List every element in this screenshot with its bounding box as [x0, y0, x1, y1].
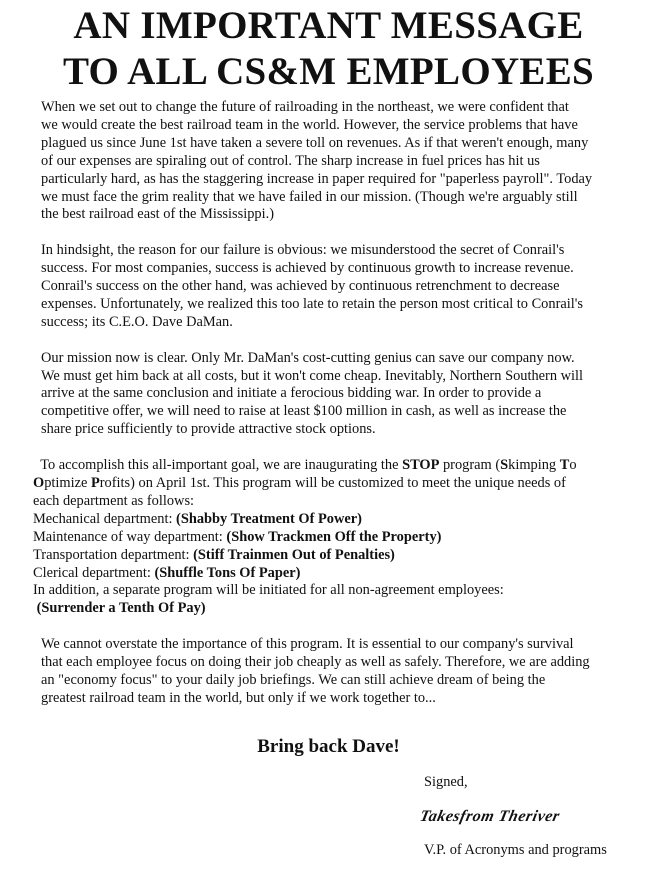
acronym-letter: P	[90, 474, 100, 491]
text-line: In addition, a separate program will be initiated for all non-agreement employees:	[33, 582, 504, 599]
text-line: plagued us since June 1st have taken a severe toll on revenues. As if that weren't enough, many	[41, 134, 589, 151]
department-transportation	[33, 547, 645, 565]
paragraph-2	[33, 242, 645, 332]
text-line: we would create the best railroad team in the world. However, the service problems that have	[41, 116, 578, 133]
headline-line-1: AN IMPORTANT MESSAGE	[73, 4, 584, 47]
text-run: program (	[439, 457, 501, 474]
text-line	[33, 475, 645, 493]
text-run: ptimize	[44, 474, 91, 491]
text-line: success. For most companies, success is achieved by continuous growth to increase revenue.	[41, 260, 574, 277]
memo-body	[33, 99, 645, 726]
text-line: share price sufficiently to provide attractive stock options.	[41, 421, 376, 438]
text-line: that each employee focus on doing their job cheaply as well as safely. Therefore, we are adding	[41, 654, 590, 671]
text-line: particularly hard, as has the staggering increase in paper required for "paperless payroll". Today	[41, 170, 593, 187]
stop-acronym: STOP	[402, 457, 440, 474]
headline-line-2: TO ALL CS&M EMPLOYEES	[62, 50, 595, 93]
department-program: (Stiff Trainmen Out of Penalties)	[193, 546, 395, 563]
department-clerical	[33, 565, 645, 583]
text-line: expenses. Unfortunately, we realized this too late to retain the person most critical to Conrail's	[41, 295, 583, 312]
paragraph-3	[33, 350, 645, 440]
paragraph-1	[33, 99, 645, 224]
text-line: Our mission now is clear. Only Mr. DaMan's cost-cutting genius can save our company now.	[41, 349, 575, 366]
non-agreement-program	[33, 600, 645, 618]
acronym-letter: O	[33, 474, 45, 491]
text-run: o	[569, 457, 577, 474]
text-line: competitive offer, we will need to raise at least $100 million in cash, as well as increase the	[41, 403, 567, 420]
acronym-letter: S	[500, 457, 509, 474]
text-line: of our expenses are spiraling out of control. The sharp increase in fuel prices has hit us	[41, 152, 540, 169]
closing-slogan: Bring back Dave!	[257, 736, 400, 757]
text-line: We must get him back at all costs, but it won't come cheap. Inevitably, Northern Southern will	[41, 367, 584, 384]
department-label: Clerical department:	[33, 564, 155, 581]
text-line: In hindsight, the reason for our failure is obvious: we misunderstood the secret of Conrail's	[41, 242, 565, 259]
text-line	[33, 457, 645, 475]
text-line: greatest railroad team in the world, but only if we work together to...	[41, 689, 436, 706]
text-line: we must face the grim reality that we have failed in our mission. (Though we're arguably still	[41, 188, 578, 205]
text-line: success; its C.E.O. Dave DaMan.	[41, 313, 233, 330]
text-run: To accomplish this all-important goal, we are inaugurating the	[40, 457, 403, 474]
department-mechanical	[33, 511, 645, 529]
text-line: When we set out to change the future of railroading in the northeast, we were confident that	[41, 99, 569, 115]
text-line: We cannot overstate the importance of this program. It is essential to our company's survival	[41, 636, 574, 653]
signature: Takesfrom Theriver	[418, 808, 562, 825]
department-program: (Shuffle Tons Of Paper)	[154, 564, 301, 581]
department-label: Mechanical department:	[33, 510, 177, 527]
text-line: the best railroad east of the Mississippi.)	[41, 206, 275, 223]
paragraph-5	[33, 636, 645, 708]
text-line: an "economy focus" to your daily job briefings. We can still achieve dream of being the	[41, 671, 546, 688]
department-program: (Show Trackmen Off the Property)	[226, 528, 442, 545]
department-label: Maintenance of way department:	[33, 528, 227, 545]
department-program: (Shabby Treatment Of Power)	[176, 510, 362, 527]
acronym-letter: T	[559, 457, 570, 474]
text-run: kimping	[508, 457, 560, 474]
text-run: rofits) on April 1st. This program will be customized to meet the unique needs of	[99, 474, 566, 491]
department-program: (Surrender a Tenth Of Pay)	[36, 600, 206, 617]
signed-label: Signed,	[424, 774, 468, 790]
paragraph-4	[33, 457, 645, 618]
signer-title: V.P. of Acronyms and programs	[424, 842, 607, 858]
text-line: arrive at the same conclusion and initiate a ferocious bidding war. In order to provide a	[41, 385, 542, 402]
text-line: each department as follows:	[33, 492, 195, 509]
department-label: Transportation department:	[33, 546, 194, 563]
department-maintenance-of-way	[33, 529, 645, 547]
text-line: Conrail's success on the other hand, was achieved by continuous retrenchment to decrease	[41, 278, 560, 295]
